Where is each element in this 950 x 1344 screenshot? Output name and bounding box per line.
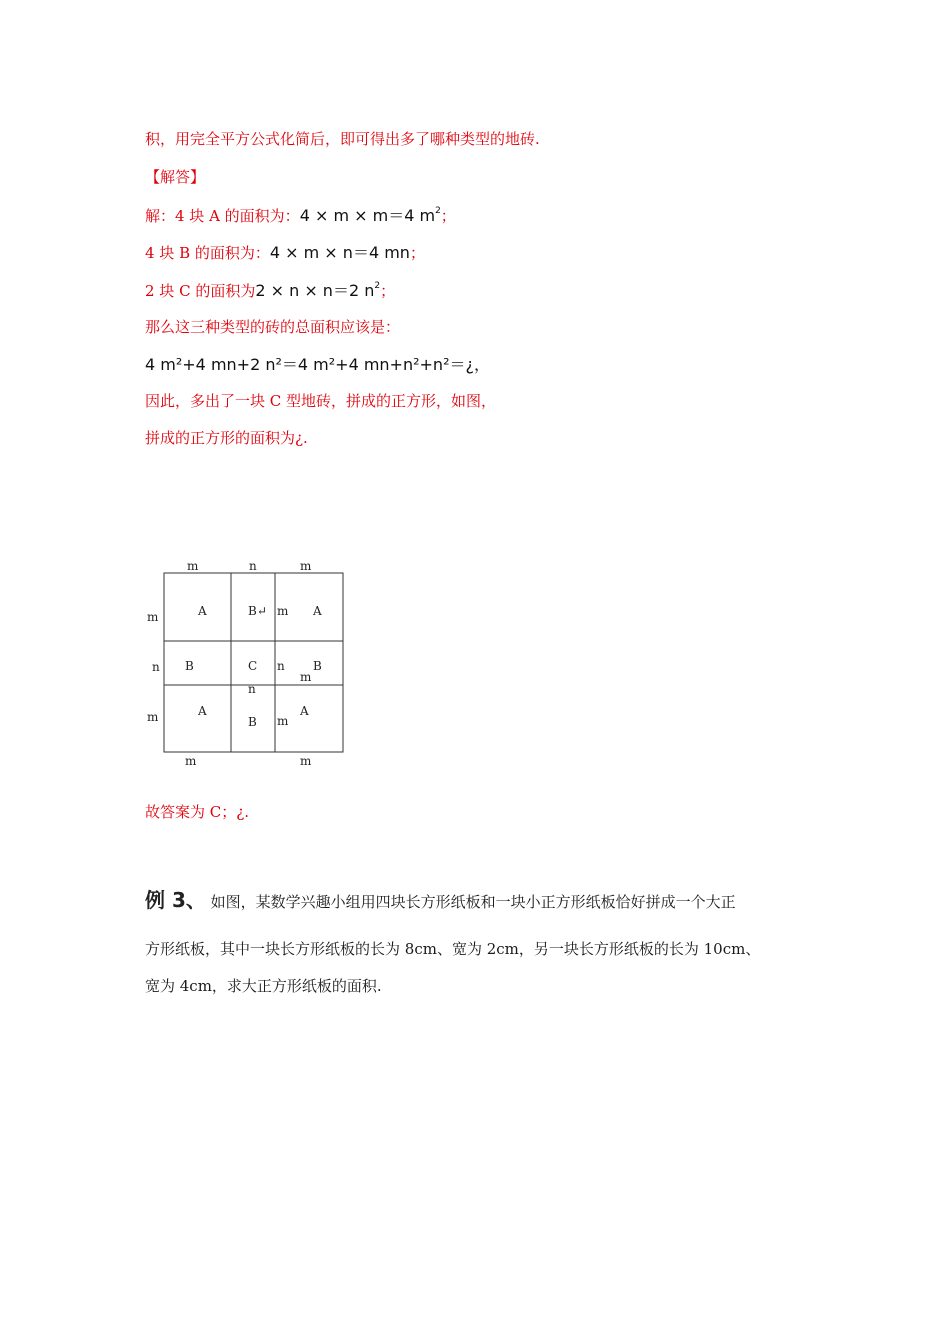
solution-line-9: 拼成的正方形的面积为¿. — [145, 429, 308, 447]
cell-b-top: B↵ — [248, 604, 267, 618]
line5-semicolon: ； — [380, 282, 396, 300]
inner-label-n-right: n — [277, 659, 285, 673]
inner-label-m-top: m — [277, 604, 289, 618]
example-text-1: 如图，某数学兴趣小组用四块长方形纸板和一块小正方形纸板恰好拼成一个大正 — [210, 893, 736, 911]
cell-a-top-left: A — [198, 604, 207, 618]
example-3-line-2: 方形纸板，其中一块长方形纸板的长为 8cm、宽为 2cm，另一块长方形纸板的长为 10cm、 — [145, 940, 761, 958]
bottom-label-1: m — [185, 754, 197, 768]
answer-heading: 【解答】 — [145, 168, 206, 186]
side-label-1: m — [147, 610, 159, 624]
line5-exponent: 2 — [374, 280, 381, 291]
line3-text: 解：4 块 A 的面积为： — [145, 207, 300, 225]
line4-equation: 4 × m × n＝4 mn — [269, 243, 410, 262]
inner-label-m-bottom: m — [277, 714, 289, 728]
top-label-1: m — [187, 559, 199, 573]
line3-equation: 4 × m × m＝4 m — [299, 206, 436, 225]
solution-line-6: 那么这三种类型的砖的总面积应该是： — [145, 318, 401, 336]
bottom-label-2: m — [300, 754, 312, 768]
line3-exponent: 2 — [435, 205, 441, 216]
top-label-3: m — [300, 559, 312, 573]
example-title: 例 3、 — [145, 888, 206, 912]
line3-semicolon: ； — [440, 207, 456, 225]
tile-square-diagram — [140, 555, 360, 775]
inner-label-m-right: m — [300, 670, 312, 684]
line5-equation: 2 × n × n＝2 n — [255, 281, 375, 300]
cell-c-center: C — [248, 659, 258, 673]
cell-b-right: B — [313, 659, 322, 673]
top-label-2: n — [249, 559, 257, 573]
solution-line-1: 积，用完全平方公式化简后，即可得出多了哪种类型的地砖. — [145, 130, 540, 148]
example-3-line-1 — [145, 884, 736, 913]
total-area-equation: 4 m²+4 mn+2 n²＝4 m²+4 mn+n²+n²＝¿， — [145, 355, 490, 374]
example-3-line-3: 宽为 4cm，求大正方形纸板的面积. — [145, 977, 382, 995]
solution-line-3 — [145, 203, 456, 226]
inner-label-n-bottom: n — [248, 682, 256, 696]
cell-b-bottom: B — [248, 715, 257, 729]
cell-a-top-right: A — [313, 604, 322, 618]
solution-line-4 — [145, 240, 425, 263]
side-label-3: m — [147, 710, 159, 724]
line4-semicolon: ； — [409, 244, 425, 262]
solution-line-8: 因此，多出了一块 C 型地砖，拼成的正方形，如图， — [145, 392, 497, 410]
final-answer: 故答案为 C；¿. — [145, 803, 250, 821]
line4-text: 4 块 B 的面积为： — [145, 244, 270, 262]
cell-a-bottom-left: A — [198, 704, 207, 718]
solution-line-5 — [145, 278, 395, 301]
side-label-2: n — [152, 660, 160, 674]
cell-b-left: B — [185, 659, 194, 673]
cell-a-bottom-right: A — [300, 704, 309, 718]
line5-text: 2 块 C 的面积为 — [145, 282, 256, 300]
